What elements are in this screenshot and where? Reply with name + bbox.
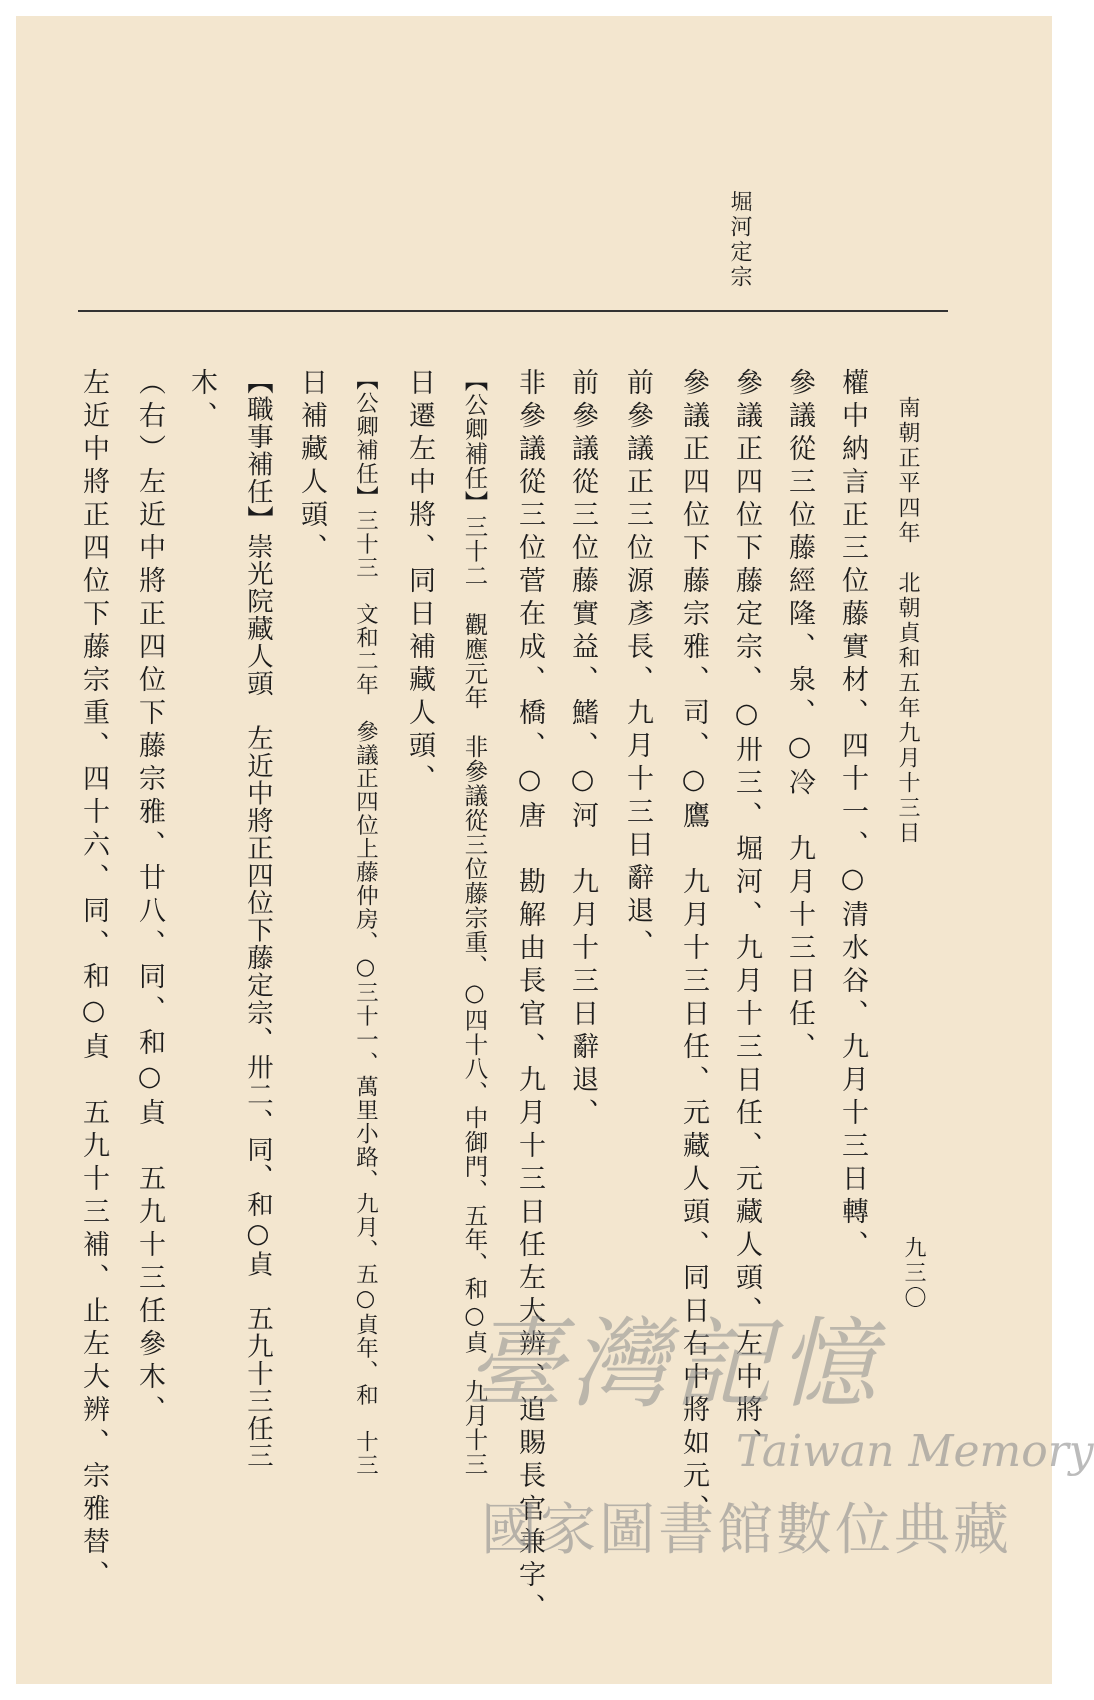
text-column-2: 參議從三位藤經隆、泉、○冷 九月十三日任、 — [784, 368, 815, 1065]
header-rule — [78, 310, 948, 312]
text-column-3: 參議正四位下藤定宗、○卅三、堀河、九月十三日任、元藏人頭、左中將、 — [731, 368, 762, 1461]
header-date-line: 南朝正平四年 北朝貞和五年九月十三日 — [895, 396, 920, 846]
text-column-8: 【公卿補任】三十二 觀應元年 非參議從三位藤宗重、○四十八、中御門、五年、和○貞 九月十三 — [460, 368, 489, 1477]
text-column-1: 權中納言正三位藤實材、四十一、○清水谷、九月十三日轉、 — [837, 368, 868, 1263]
text-column-12: 【職事補任】崇光院藏人頭 左近中將正四位下藤定宗、卅二、同、和○貞 五九十三任三 — [242, 368, 274, 1470]
text-column-6: 前參議從三位藤實益、鰭、○河 九月十三日辭退、 — [567, 368, 598, 1131]
text-column-9: 日遷左中將、同日補藏人頭、 — [404, 368, 435, 797]
text-column-11: 日補藏人頭、 — [296, 368, 327, 566]
watermark-chinese: 國家圖書館數位典藏 — [481, 1498, 1012, 1563]
watermark-script: 臺灣記憶 — [466, 1308, 883, 1422]
text-column-15: 左近中將正四位下藤宗重、四十六、同、和○貞 五九十三補、止左大辨、宗雅替、 — [78, 368, 109, 1593]
text-column-7: 非參議從三位菅在成、橋、○唐 勘解由長官、九月十三日任左大辨、追賜長官兼字、 — [514, 368, 545, 1626]
text-column-4: 參議正四位下藤宗雅、司、○鷹 九月十三日任、元藏人頭、同日右中將如元、 — [678, 368, 709, 1527]
page-number: 九三〇 — [901, 1236, 926, 1311]
text-column-5: 前參議正三位源彥長、九月十三日辭退、 — [622, 368, 653, 962]
watermark-english: Taiwan Memory — [736, 1426, 1094, 1477]
text-column-13: 木、 — [186, 368, 217, 434]
running-title: 堀河定宗 — [727, 190, 752, 290]
document-page — [16, 16, 1094, 1684]
text-column-10: 【公卿補任】三十三 文和二年 參議正四位上藤仲房、○三十一、萬里小路、九月、五○貞年、和 十三 — [352, 368, 379, 1477]
text-column-14: （右）左近中將正四位下藤宗雅、廿八、同、和○貞 五九十三任參木、 — [134, 368, 165, 1428]
